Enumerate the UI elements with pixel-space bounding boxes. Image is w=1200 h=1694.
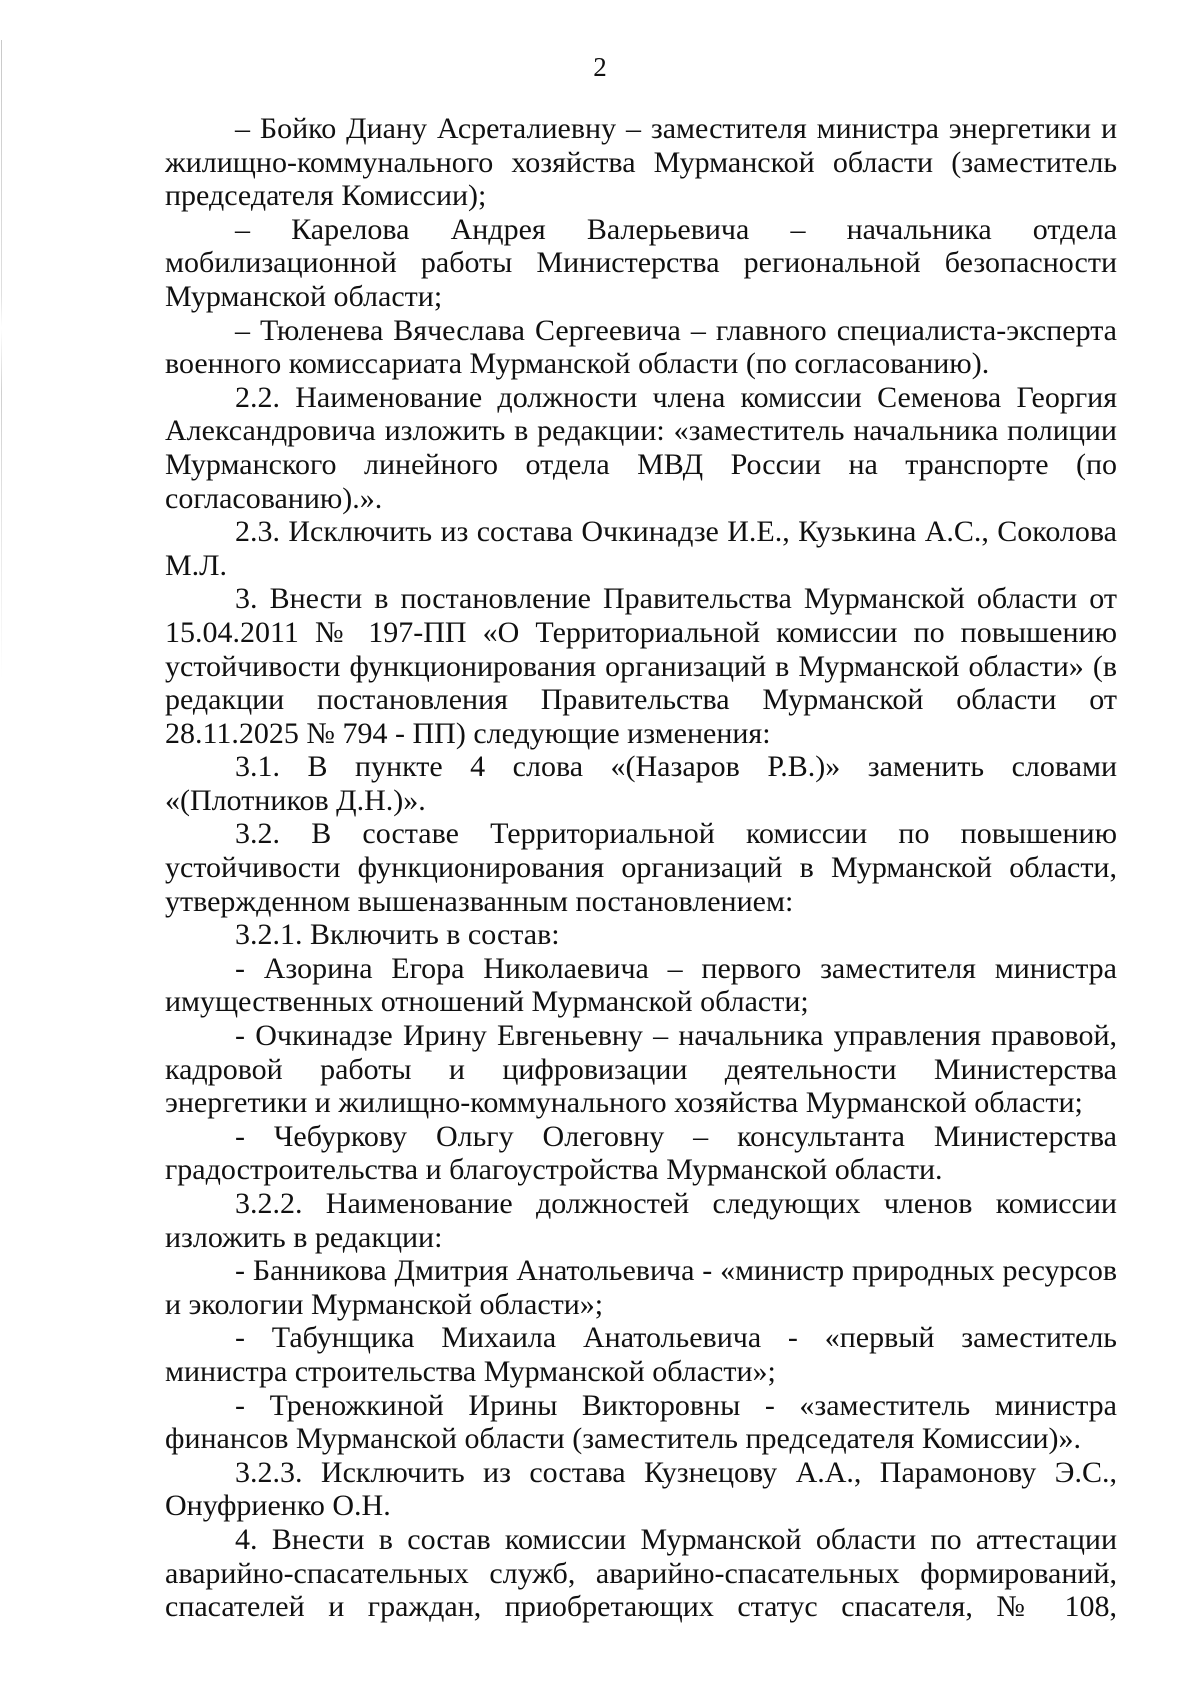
scan-edge-mark (1, 40, 2, 680)
paragraph-3-2-1: 3.2.1. Включить в состав: (235, 918, 560, 952)
paragraph-boyko: – Бойко Диану Асреталиевну – заместителя министра энергетики и жилищно-коммунального хозяйства Мурманской области (заместитель председателя Комиссии); (165, 112, 1117, 213)
paragraph-cheburkova: - Чебуркову Ольгу Олеговну – консультанта Министерства градостроительства и благоустройства Мурманской области. (165, 1119, 1117, 1187)
paragraph-ochkinadze: - Очкинадзе Ирину Евгеньевну – начальника управления правовой, кадровой работы и цифровизации деятельности Министерства энергетики и жилищно-коммунального хозяйства Мурманской области; (165, 1019, 1117, 1120)
paragraph-3-2-3: 3.2.3. Исключить из состава Кузнецову А.А., Парамонову Э.С., Онуфриенко О.Н. (165, 1455, 1117, 1523)
paragraph-2-3: 2.3. Исключить из состава Очкинадзе И.Е., Кузькина А.С., Соколова М.Л. (165, 515, 1117, 582)
document-body (165, 112, 1117, 1624)
paragraph-azorin: - Азорина Егора Николаевича – первого заместителя министра имущественных отношений Мурманской области; (165, 951, 1117, 1019)
paragraph-tyulenev: – Тюленева Вячеслава Сергеевича – главного специалиста-эксперта военного комиссариата Мурманской области (по согласованию). (165, 313, 1117, 381)
paragraph-karelov: – Карелова Андрея Валерьевича – начальника отдела мобилизационной работы Министерства региональной безопасности Мурманской области; (165, 212, 1117, 313)
paragraph-3-2-2: 3.2.2. Наименование должностей следующих членов комиссии изложить в редакции: (165, 1187, 1117, 1254)
paragraph-bannikov: - Банникова Дмитрия Анатольевича - «министр природных ресурсов и экологии Мурманской области»; (165, 1254, 1117, 1321)
paragraph-trenozhkina: - Треножкиной Ирины Викторовны - «заместитель министра финансов Мурманской области (заместитель председателя Комиссии)». (165, 1388, 1117, 1456)
paragraph-3: 3. Внести в постановление Правительства Мурманской области от 15.04.2011 № 197-ПП «О Территориальной комиссии по повышению устойчивости функционирования организаций в Мурманской области» (в редакции постановления Правительства Мурманской области от 28.11.2025 № 794 - ПП) следующие изменения: (165, 582, 1117, 750)
page-number: 2 (593, 52, 607, 82)
paragraph-4: 4. Внести в состав комиссии Мурманской области по аттестации аварийно-спасательных служб, аварийно-спасательных формирований, спасателей и граждан, приобретающих статус спасателя, № 108, (165, 1522, 1117, 1624)
paragraph-2-2: 2.2. Наименование должности члена комиссии Семенова Георгия Александровича изложить в редакции: «заместитель начальника полиции Мурманского линейного отдела МВД России на транспорте (по согласованию).». (165, 380, 1117, 515)
paragraph-3-2: 3.2. В составе Территориальной комиссии по повышению устойчивости функционирования организаций в Мурманской области, утвержденном вышеназванным постановлением: (165, 817, 1117, 918)
paragraph-3-1: 3.1. В пункте 4 слова «(Назаров Р.В.)» заменить словами «(Плотников Д.Н.)». (165, 750, 1117, 817)
paragraph-tabunshchik: - Табунщика Михаила Анатольевича - «первый заместитель министра строительства Мурманской области»; (165, 1321, 1117, 1388)
